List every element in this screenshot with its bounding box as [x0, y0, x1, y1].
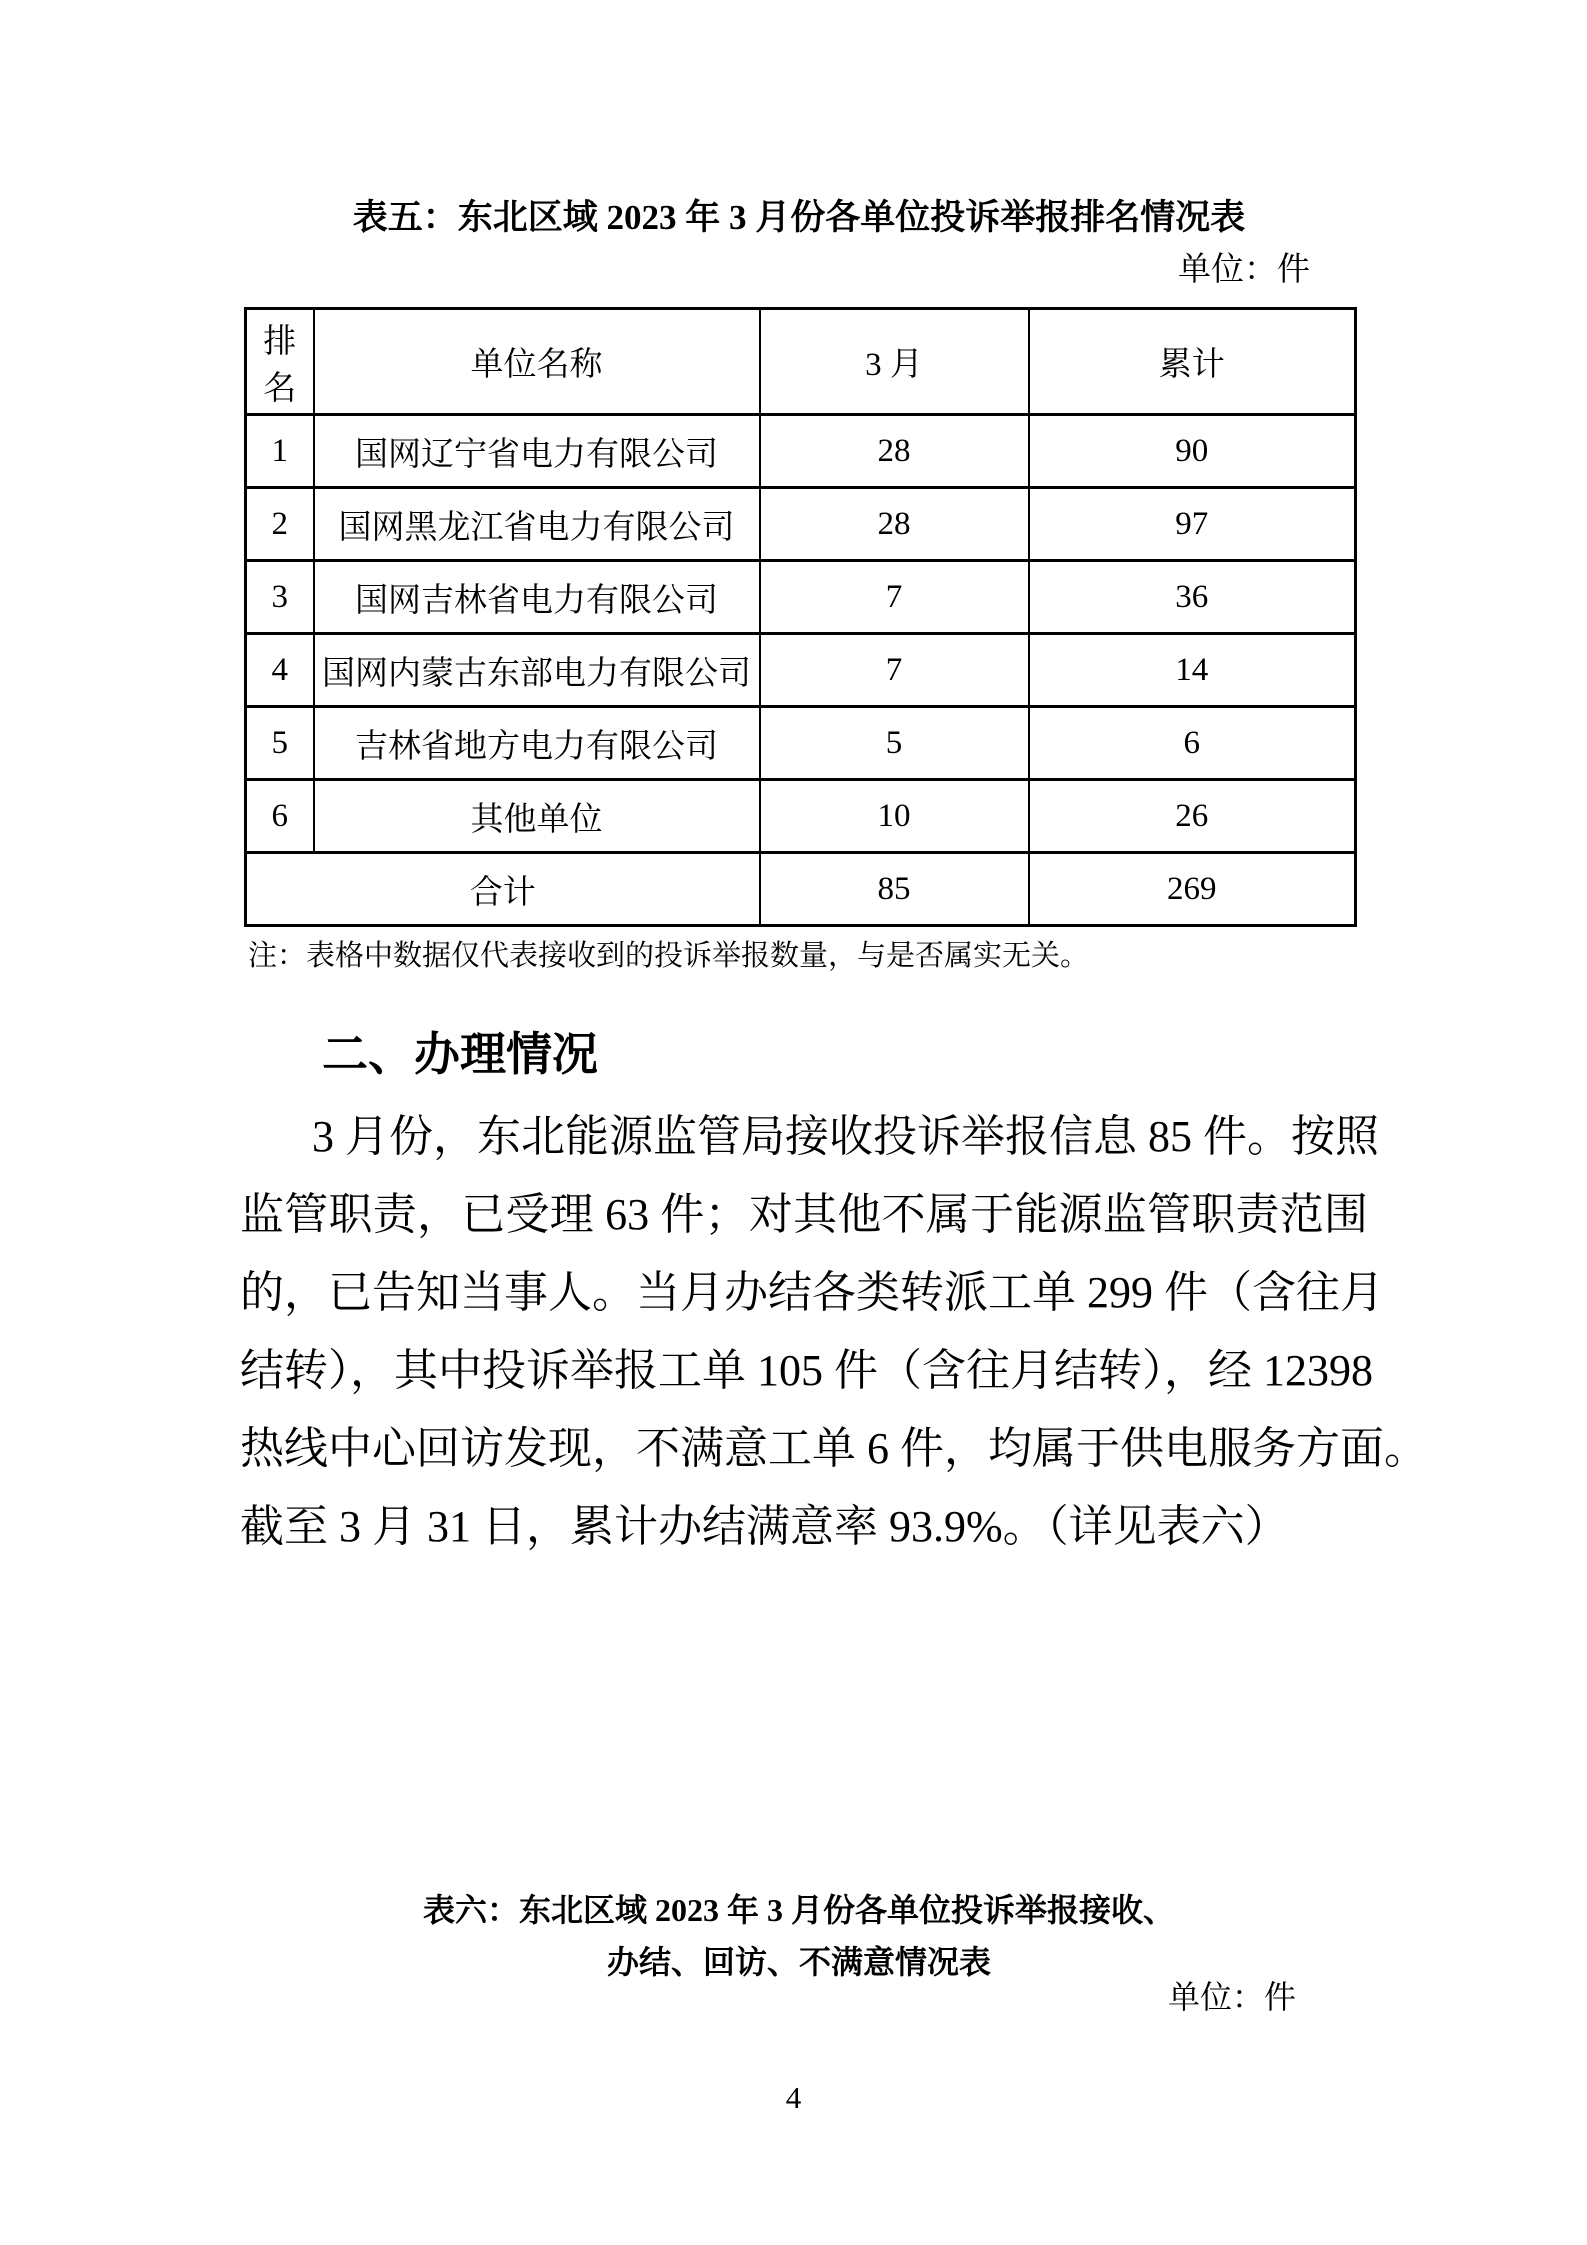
table5-header-rank: 排名	[246, 309, 314, 415]
cell-name: 吉林省地方电力有限公司	[314, 707, 760, 780]
table6-title-line1: 表六：东北区域 2023 年 3 月份各单位投诉举报接收、	[422, 1892, 1175, 1928]
table5-header-name: 单位名称	[314, 309, 760, 415]
table5-unit-label: 单位：件	[1178, 252, 1310, 288]
cell-rank: 1	[246, 415, 314, 488]
paragraph-line: 监管职责，已受理 63 件；对其他不属于能源监管职责范围	[240, 1190, 1368, 1239]
table6-title-line2: 办结、回访、不满意情况表	[606, 1944, 991, 1980]
cell-name: 国网吉林省电力有限公司	[314, 561, 760, 634]
cell-month: 7	[760, 634, 1029, 707]
table-row	[246, 488, 1356, 561]
paragraph-line: 的，已告知当事人。当月办结各类转派工单 299 件（含往月	[240, 1268, 1384, 1317]
table5-title: 表五：东北区域 2023 年 3 月份各单位投诉举报排名情况表	[352, 198, 1246, 237]
cell-month: 10	[760, 780, 1029, 853]
section-heading: 二、办理情况	[322, 1028, 598, 1080]
cell-cumulative: 36	[1029, 561, 1356, 634]
total-label: 合计	[246, 853, 760, 926]
cell-name: 国网内蒙古东部电力有限公司	[314, 634, 760, 707]
cell-cumulative: 90	[1029, 415, 1356, 488]
paragraph-line: 热线中心回访发现，不满意工单 6 件，均属于供电服务方面。	[240, 1424, 1428, 1473]
cell-rank: 3	[246, 561, 314, 634]
table6-unit-label: 单位：件	[1167, 1979, 1296, 2015]
cell-rank: 2	[246, 488, 314, 561]
cell-name: 国网辽宁省电力有限公司	[314, 415, 760, 488]
table-row	[246, 707, 1356, 780]
cell-month: 28	[760, 415, 1029, 488]
cell-rank: 6	[246, 780, 314, 853]
total-month: 85	[760, 853, 1029, 926]
table-row	[246, 415, 1356, 488]
cell-name: 其他单位	[314, 780, 760, 853]
table-row	[246, 780, 1356, 853]
table-row	[246, 634, 1356, 707]
table5-total-row	[246, 853, 1356, 926]
cell-month: 7	[760, 561, 1029, 634]
page-number: 4	[785, 2080, 802, 2115]
cell-cumulative: 14	[1029, 634, 1356, 707]
table5-header-cumulative: 累计	[1029, 309, 1356, 415]
cell-name: 国网黑龙江省电力有限公司	[314, 488, 760, 561]
cell-cumulative: 6	[1029, 707, 1356, 780]
table-row	[246, 561, 1356, 634]
paragraph-line: 结转），其中投诉举报工单 105 件（含往月结转），经 12398	[240, 1346, 1373, 1395]
cell-rank: 5	[246, 707, 314, 780]
table5-footnote: 注：表格中数据仅代表接收到的投诉举报数量，与是否属实无关。	[248, 940, 1090, 972]
cell-rank: 4	[246, 634, 314, 707]
cell-cumulative: 26	[1029, 780, 1356, 853]
table5-header-month: 3 月	[760, 309, 1029, 415]
cell-month: 28	[760, 488, 1029, 561]
table5-complaint-ranking	[244, 307, 1357, 927]
paragraph-line: 截至 3 月 31 日，累计办结满意率 93.9%。（详见表六）	[240, 1502, 1289, 1551]
cell-month: 5	[760, 707, 1029, 780]
cell-cumulative: 97	[1029, 488, 1356, 561]
body-paragraph	[240, 1098, 1428, 1566]
paragraph-line: 3 月份，东北能源监管局接收投诉举报信息 85 件。按照	[312, 1112, 1379, 1161]
total-cumulative: 269	[1029, 853, 1356, 926]
table5-header-row	[246, 309, 1356, 415]
